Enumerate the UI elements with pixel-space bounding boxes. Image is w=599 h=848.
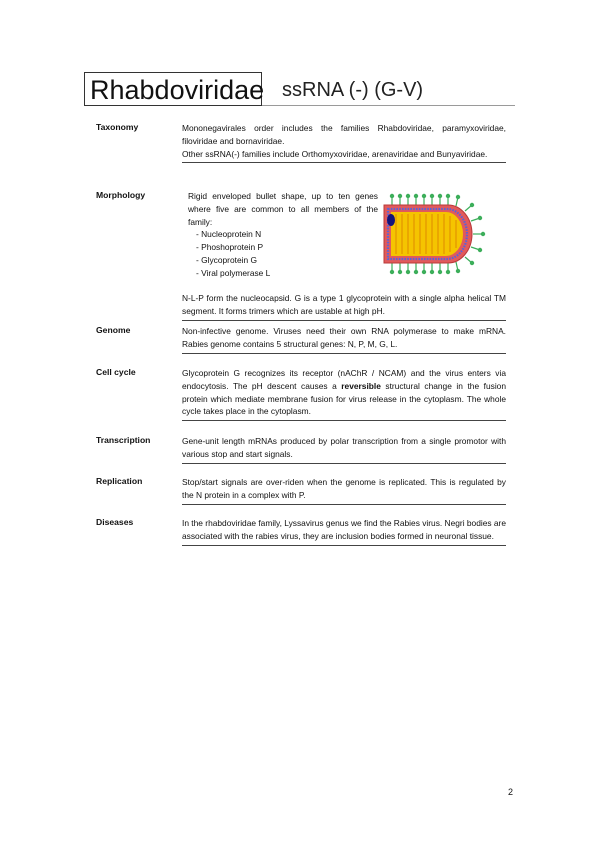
cell-cycle-part-2: structural change in the fusion protein which mediate membrane fusion for virus release in the cytoplasm. The whole cycle takes place in the cytoplasm. [182,380,506,417]
morphology-item-1: - Nucleoprotein N [196,229,262,240]
morphology-intro-text: Rigid enveloped bullet shape, up to ten genes where five are common to all members of the family: [188,191,378,227]
section-label-transcription: Transcription [96,435,151,445]
section-label-replication: Replication [96,476,143,486]
morphology-after-text: N-L-P form the nucleocapsid. G is a type 1 glycoprotein with a single alpha helical TM segment. It forms trimers which are ustable at high pH. [182,293,506,316]
transcription-text: Gene-unit length mRNAs produced by polar transcription from a single promotor with various stop and start signals. [182,436,506,459]
morphology-after [182,292,506,321]
section-morphology [96,190,516,320]
section-text-transcription [182,435,506,464]
section-label-genome: Genome [96,325,131,335]
rhabdovirus-virion-illustration [378,192,490,276]
replication-text: Stop/start signals are over-riden when the genome is replicated. This is regulated by the N protein in a complex with P. [182,477,506,500]
page-subtitle: ssRNA (-) (G-V) [282,79,424,101]
page-title: Rhabdoviridae [90,75,265,105]
spikes-bottom [390,262,459,274]
section-text-taxonomy [182,122,506,163]
cell-cycle-part-1: Glycoprotein G recognizes its receptor (nAChR / NCAM) and the virus enters via endocytosis. The pH descent causes a [182,368,506,391]
title-rule [262,105,515,106]
morphology-intro [188,190,378,280]
cell-cycle-emphasis: reversible [341,380,381,391]
section-label-diseases: Diseases [96,517,134,527]
genome-text: Non-infective genome. Viruses need their own RNA polymerase to make mRNA. Rabies genome contains 5 structural genes: N, P, M, G, L. [182,326,506,349]
section-label-cell-cycle: Cell cycle [96,367,136,377]
section-label-taxonomy: Taxonomy [96,122,139,132]
morphology-item-2: - Phoshoprotein P [196,242,264,253]
section-text-genome [182,325,506,354]
diseases-text: In the rhabdoviridae family, Lyssavirus genus we find the Rabies virus. Negri bodies are associated with the rabies virus, they are inclusion bodies formed in neuronal tissue. [182,518,506,541]
taxonomy-line-2: Other ssRNA(-) families include Orthomyxoviridae, arenaviridae and Bunyaviridae. [182,148,488,159]
page-number: 2 [508,787,514,797]
morphology-item-4: - Viral polymerase L [196,267,271,278]
page-title-box [84,72,265,106]
rna-polymerase-blob [387,214,395,226]
section-label-morphology: Morphology [96,190,146,200]
section-text-diseases [182,517,506,546]
morphology-item-3: - Glycoprotein G [196,254,257,265]
section-text-cell-cycle [182,367,506,421]
section-text-replication [182,476,506,505]
spikes-top [390,194,459,206]
taxonomy-line-1: Mononegavirales order includes the families Rhabdoviridae, paramyxoviridae, filoviridae and bornaviridae. [182,123,506,146]
cell-cycle-text [182,367,506,418]
